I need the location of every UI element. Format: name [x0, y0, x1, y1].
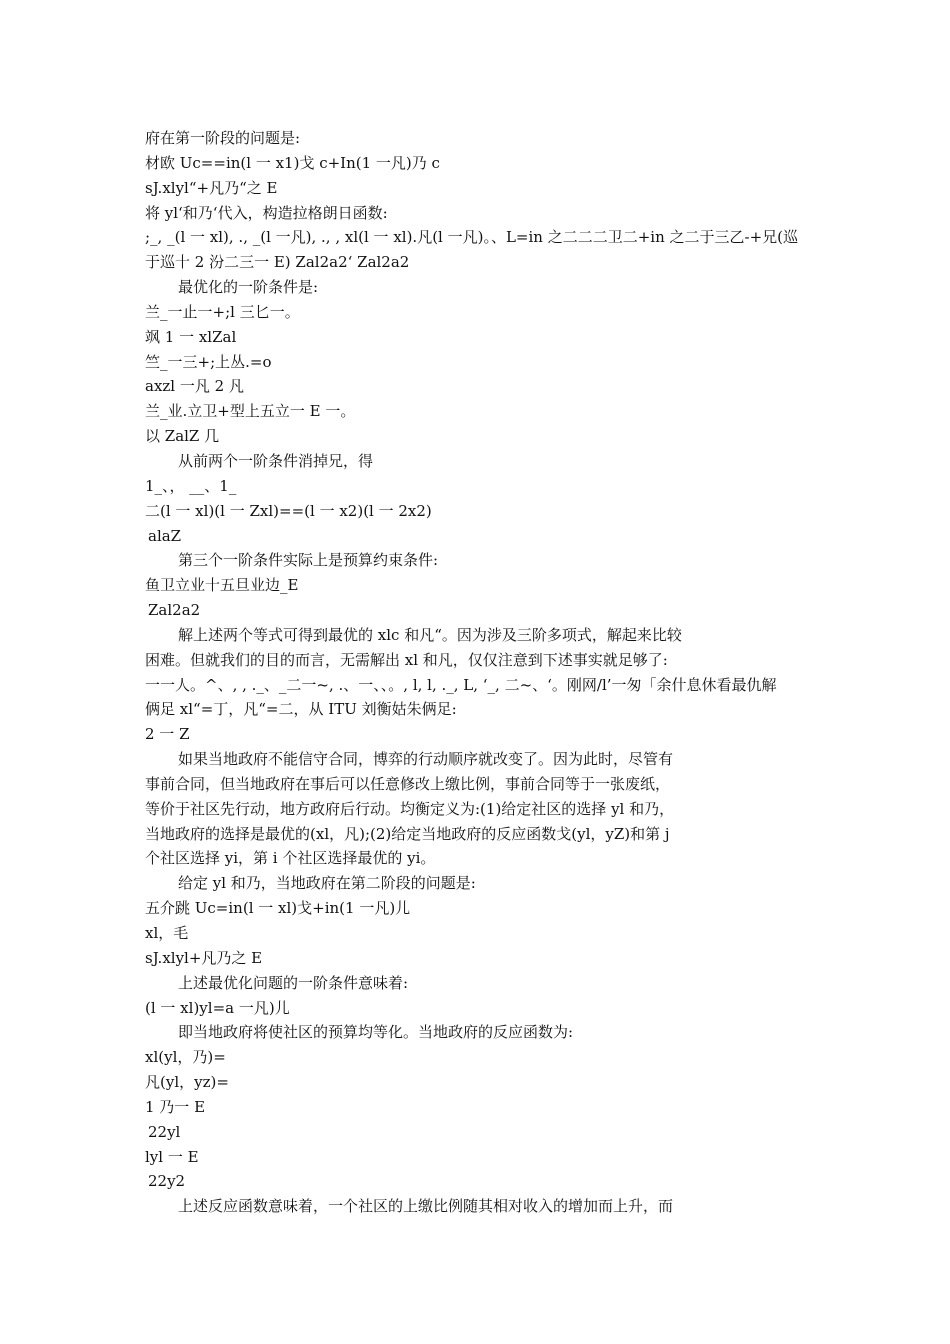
text-line: 二(l 一 xl)(l 一 Zxl)==(l 一 x2)(l 一 2x2) — [145, 501, 432, 520]
text-line: xl，毛 — [145, 924, 189, 942]
text-line: 解上述两个等式可得到最优的 xlc 和凡“。因为涉及三阶多项式，解起来比较 — [178, 625, 682, 644]
text-line: 等价于社区先行动，地方政府后行动。均衡定义为:(1)给定社区的选择 yl 和乃， — [145, 799, 675, 818]
text-line: sJ.xlyl+凡乃之 E — [145, 948, 263, 967]
text-line: 飒 1 一 xlZal — [145, 327, 237, 346]
text-line: 鱼卫立业十五旦业边_E — [145, 576, 299, 595]
text-line: 22yl — [148, 1122, 181, 1141]
text-line: xl(yl，乃)= — [145, 1048, 226, 1067]
text-line: 凡(yl，yz)= — [145, 1073, 229, 1092]
text-line: 事前合同，但当地政府在事后可以任意修改上缴比例，事前合同等于一张废纸， — [145, 774, 671, 793]
text-line: sJ.xlyl“+凡乃“之 E — [145, 178, 278, 197]
text-line: 上述反应函数意味着，一个社区的上缴比例随其相对收入的增加而上升，而 — [178, 1197, 674, 1216]
text-line: 第三个一阶条件实际上是预算约束条件: — [178, 551, 439, 570]
text-line: 1_、， __、1_ — [145, 476, 237, 495]
text-line: lyl 一 E — [145, 1147, 199, 1166]
text-line: 俩足 xl“=丁，凡“=二，从 ITU 刘衡姑朱俩足: — [145, 700, 457, 719]
text-line: 如果当地政府不能信守合同，博弈的行动顺序就改变了。因为此时，尽管有 — [178, 750, 674, 769]
text-line: 最优化的一阶条件是: — [178, 278, 319, 297]
text-line: 22y2 — [148, 1172, 186, 1191]
text-line: 2 一 Z — [145, 725, 190, 744]
text-line: 困难。但就我们的目的而言，无需解出 xl 和凡，仅仅注意到下述事实就足够了: — [145, 650, 668, 669]
text-line: 以 ZalZ 几 — [145, 427, 220, 446]
text-line: 当地政府的选择是最优的(xl，凡);(2)给定当地政府的反应函数戈(yl，yZ)和第 j — [145, 824, 670, 843]
text-line: 于巡十 2 汾二三一 E) Zal2a2‘ Zal2a2 — [145, 253, 410, 272]
text-line: 即当地政府将使社区的预算均等化。当地政府的反应函数为: — [178, 1023, 574, 1042]
text-line: 材欧 Uc==in(l 一 x1)戈 c+In(1 一凡)乃 c — [145, 153, 440, 172]
text-line: 从前两个一阶条件消掉兄，得 — [178, 451, 374, 470]
text-line: 上述最优化问题的一阶条件意味着: — [178, 973, 409, 992]
text-line: axzl 一凡 2 凡 — [145, 377, 244, 396]
text-line: 1 乃一 E — [145, 1097, 206, 1116]
document-body — [145, 126, 845, 1219]
text-line: 五介跳 Uc=in(l 一 xl)戈+in(1 一凡)儿 — [145, 899, 411, 918]
text-line: Zal2a2 — [148, 601, 201, 620]
text-line: 将 yl‘和乃‘代入，构造拉格朗日函数: — [145, 203, 388, 222]
text-line: 府在第一阶段的问题是: — [145, 129, 301, 147]
text-line: 兰_一止一+;l 三匕一。 — [145, 302, 300, 321]
text-line: 个社区选择 yi，第 i 个社区选择最优的 yi。 — [145, 849, 436, 868]
text-line: 一一人。^、, , ._、_二一~, .、一、、。, l, l, ._, L, ‘_, 二~、‘。刚网/l’一匆「余什息休看最仇解 — [145, 675, 777, 694]
text-line: alaZ — [148, 526, 182, 545]
text-line: 给定 yl 和乃，当地政府在第二阶段的问题是: — [178, 874, 476, 893]
text-line: 兰_业.立卫+型上五立一 E 一。 — [145, 402, 356, 421]
text-line: (l 一 xl)yl=a 一凡)儿 — [145, 998, 290, 1017]
text-line: 竺_一三+;上丛.=o — [145, 352, 272, 371]
text-line: ;_, _(l 一 xl), ., _(l 一凡), ., , xl(l 一 xl).凡(l 一凡)。、L=in 之二二二卫二+in 之二于三乙-+兄(巡 — [145, 228, 799, 247]
